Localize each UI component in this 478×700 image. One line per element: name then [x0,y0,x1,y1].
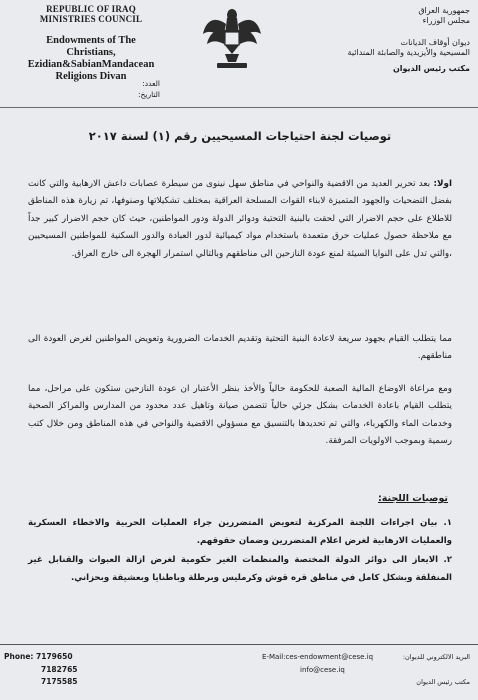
paragraph-third: ومع مراعاة الاوضاع المالية الصعبة للحكومة حالياً والأخذ بنظر الأعتبار ان عودة النازحين ستكون على مراحل، مما يتطلب القيام باعادة الخدمات بشكل جزئي حالياً تتضمن صيانة وتاهيل عدد محدود من المدارس والمراكز الصحية وخدمات الماء والكهرباء، والتي تم تحديدها بالتنسيق مع مسؤولي الاقضية والنواحي في هذه المناطق ومن خلال كتب رسمية وبموجب الاولويات المرفقة. [28,384,452,447]
first-marker: اولا: [430,179,452,189]
recommendations-heading: توصيات اللجنة: [378,493,448,504]
arabic-letterhead [300,6,470,74]
eagle-emblem-icon [201,4,263,74]
council-name-en: MINISTRIES COUNCIL [39,14,143,25]
divan-line3-en: Religions Divan [55,70,127,82]
paragraph-first [28,176,452,263]
divan-line2-ar: المسيحية والأيزيدية والصابئة المندائية [347,48,470,57]
english-letterhead [6,4,176,83]
office-footer-ar: مكتب رئيس الديوان [416,677,470,686]
document-title: توصيات لجنة احتياجات المسيحيين رقم (١) لسنة ٢٠١٧ [88,129,392,143]
recommendation-1: ١. بيان اجراءات اللجنة المركزية لتعويض المتضررين جراء العمليات الحربية والاخطاء العسكرية والعمليات الارهابية لغرض اعلام المتضررين وضمان حقوقهم. [28,518,452,546]
footer-arabic [400,651,470,688]
email-label-ar: البريد الالكتروني للديوان: [402,653,470,661]
phone-number-2: 7182765 [41,664,78,674]
reference-fields [90,79,160,100]
divan-line1-en: Endowments of The [46,34,136,46]
header-divider [0,107,478,108]
country-name-en: REPUBLIC OF IRAQ [46,4,136,14]
email-primary: E-Mail:ces-endowment@cese.iq [262,653,374,661]
footer-phones [4,651,78,689]
divan-line1-ar: ديوان أوقاف الديانات [400,38,470,47]
phone-number-1: Phone: 7179650 [4,652,73,661]
number-label: العدد: [142,79,160,88]
recommendation-2: ٢. الايعاز الى دوائر الدولة المختصة والمنظمات الغير حكومية لغرض ازالة العبوات والقنابل غير المنفلقة وبشكل كامل في مناطق قره قوش وكرمليس وبرطلة وباطنايا وبعشيقة وبحزاني. [28,555,452,583]
office-name-ar: مكتب رئيس الديوان [392,64,470,73]
phone-number-3: 7175585 [41,677,78,686]
paragraph-second: مما يتطلب القيام بجهود سريعة لاعادة البنية التحتية وتقديم الخدمات الضرورية وتعويض المواطنين لغرض العودة الى مناطقهم. [28,334,452,362]
footer-divider [0,644,478,645]
paragraph-first-text: بعد تحرير العديد من الاقضية والنواحي في مناطق سهل نينوى من سيطرة عصابات داعش الارهابية والتي كانت بفضل التضحيات والجهود المتميزة لابناء القوات المسلحة العراقية بمختلف تشكيلاتها وصنوفها، تم زيارة هذه المناطق للاطلاع على حجم الاضرار التي لحقت بالبنية التحتية ودوائر الدولة ودور المواطنين، حيث كان حجم الاضرار كبير جداً مع ملاحظة حصول عمليات حرق متعمدة باستخدام مواد كيميائية لدور العبادة والدور السكنية للمواطنين المسيحيين ،والتي تدل على النوايا السيئة لمنع عودة النازحين الى مناطقهم وبالتالي استمرار الهجرة الى خارج العراق. [28,179,452,259]
email-info: info@cese.iq [300,665,345,674]
date-label: التاريخ: [138,89,160,99]
country-name-ar: جمهورية العراق [418,6,470,15]
divan-line2-en: Christians, Ezidian&SabianMandacean [27,46,155,70]
council-name-ar: مجلس الوزراء [422,16,470,25]
footer-emails [262,651,373,676]
